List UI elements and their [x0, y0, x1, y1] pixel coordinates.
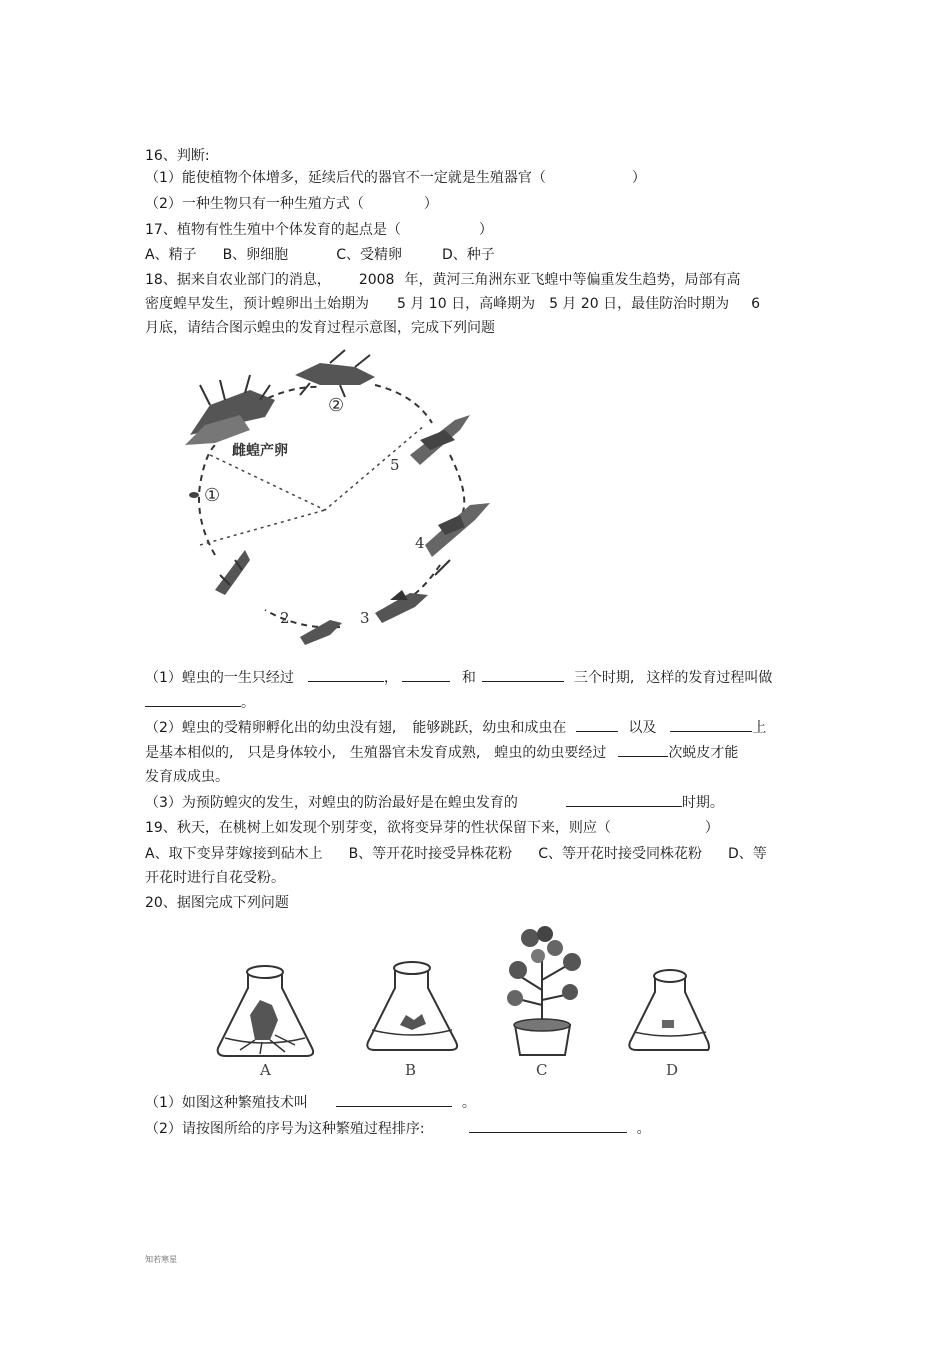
q18-p2: 年，黄河三角洲东亚飞蝗中等偏重发生趋势，局部有高 — [404, 272, 741, 288]
q18-sub2-cont — [145, 742, 738, 763]
q17-stem — [145, 220, 493, 240]
q18-sub2-d: 上 — [752, 720, 767, 736]
nymph-stage-2-icon — [300, 620, 342, 645]
q18-sub2-g: 生殖器官未发育成熟, — [349, 745, 481, 761]
q17-option-d: D、种子 — [441, 247, 495, 263]
tissue-culture-figure — [200, 920, 710, 1080]
potted-plant-c-icon — [507, 926, 581, 1055]
q18-sub2-h: 蝗虫的幼虫要经过 — [494, 745, 607, 761]
label-num-5: 5 — [390, 456, 400, 474]
q19-stem-text: 19、秋天，在桃树上如发现个别芽变，欲将变异芽的性状保留下来，则应（ — [145, 820, 611, 836]
label-num-2: 2 — [280, 609, 290, 627]
q18-line-2 — [145, 294, 760, 314]
q18-sub3-a: （3）为预防蝗灾的发生，对蝗虫的防治最好是在蝗虫发育的 — [145, 795, 518, 811]
label-d: D — [666, 1061, 679, 1079]
q18-sub1-blank-1[interactable] — [308, 667, 384, 682]
nymph-stage-4-icon — [425, 503, 490, 575]
q19-option-a: A、取下变异芽嫁接到砧木上 — [145, 846, 323, 862]
locust-life-cycle-figure — [170, 345, 520, 655]
q16-s1-text: （1）能使植物个体增多，延续后代的器官不一定就是生殖器官（ — [145, 170, 546, 186]
q16-statement-1 — [145, 168, 646, 188]
label-num-4: 4 — [415, 534, 425, 552]
q20-sub1-blank[interactable] — [336, 1092, 452, 1107]
q18-sub1-and: 和 — [461, 670, 476, 686]
q18-p1: 18、据来自农业部门的消息， — [145, 272, 331, 288]
inner-dotted-lower — [200, 510, 325, 545]
q17-stem-text: 17、植物有性生殖中个体发育的起点是（ — [145, 222, 401, 238]
flask-d-icon — [629, 970, 709, 1050]
q18-line2a: 密度蝗早发生，预计蝗卵出土始期为 — [145, 296, 369, 312]
label-num-3: 3 — [360, 609, 370, 627]
label-a: A — [260, 1061, 271, 1079]
q20-sub2-blank[interactable] — [469, 1118, 627, 1133]
label-stage-1: ① — [204, 485, 221, 506]
q18-sub2-f: 只是身体较小, — [247, 745, 336, 761]
q16-s1-close: ） — [631, 170, 646, 186]
label-egg-laying: 雌蝗产卵 — [232, 443, 288, 459]
egg-icon — [189, 492, 199, 498]
nymph-stage-5-icon — [410, 415, 470, 465]
q18-sub2 — [145, 717, 766, 738]
q18-sub1-end: 。 — [241, 695, 255, 711]
label-stage-2-adult: ② — [328, 395, 345, 416]
q18-d3: 6 — [751, 296, 761, 312]
q17-options — [145, 245, 495, 265]
q20-stem: 20、据图完成下列问题 — [145, 895, 289, 911]
q18-sub1-blank-2[interactable] — [402, 667, 450, 682]
label-c: C — [536, 1061, 548, 1079]
q18-sub2-e: 是基本相似的, — [145, 745, 234, 761]
q18-d2: 5 月 20 日，最佳防治时期为 — [549, 296, 730, 312]
q18-sub2-end: 发育成成虫。 — [145, 769, 229, 785]
q17-option-c: C、受精卵 — [336, 247, 402, 263]
q18-sub2-blank-2[interactable] — [670, 717, 752, 732]
q20-sub2 — [145, 1118, 651, 1139]
q18-sub2-a: （2）蝗虫的受精卵孵化出的幼虫没有翅, — [145, 720, 397, 736]
flask-b-icon — [367, 962, 457, 1050]
q17-stem-close: ） — [478, 222, 493, 238]
q18-sub1-a: （1）蝗虫的一生只经过 — [145, 670, 294, 686]
q19-stem-close: ） — [704, 820, 719, 836]
cycle-path-top-right — [375, 385, 432, 423]
q16-s2-text: （2）一种生物只有一种生殖方式（ — [145, 196, 364, 212]
q19-option-d: D、等 — [727, 846, 767, 862]
label-b: B — [405, 1061, 417, 1079]
q18-sub1 — [145, 667, 772, 688]
q16-title: 16、判断: — [145, 148, 210, 164]
q18-sub2-c: 以及 — [628, 720, 657, 736]
q18-sub1-blank-4[interactable] — [145, 692, 241, 707]
q19-options — [145, 844, 767, 864]
mating-locusts-icon — [185, 375, 275, 445]
q19-stem — [145, 818, 719, 838]
cycle-path-right — [450, 455, 464, 515]
q16-s2-close: ） — [423, 196, 438, 212]
q20-sub1-a: （1）如图这种繁殖技术叫 — [145, 1095, 308, 1111]
footer-text: 知若寒星 — [145, 1255, 177, 1264]
q18-sub3-b: 时期。 — [681, 795, 724, 811]
q18-sub3 — [145, 792, 724, 813]
q18-sub1-b: 三个时期, — [573, 670, 635, 686]
q18-sub1-c: 这样的发育过程叫做 — [646, 670, 773, 686]
q18-sub2-blank-1[interactable] — [576, 717, 618, 732]
q18-line-1 — [145, 270, 740, 290]
q19-option-b: B、等开花时接受异株花粉 — [348, 846, 513, 862]
flask-a-icon — [218, 966, 313, 1056]
q20-sub1-end: 。 — [461, 1095, 476, 1111]
q20-sub2-a: （2）请按图所给的序号为这种繁殖过程排序: — [145, 1121, 425, 1137]
q18-sub2-blank-3[interactable] — [618, 742, 668, 757]
nymph-stage-3-icon — [375, 590, 428, 623]
q19-option-d-cont: 开花时进行自花受粉。 — [145, 870, 285, 886]
q18-sub3-blank[interactable] — [566, 792, 682, 807]
q16-statement-2 — [145, 194, 438, 214]
q18-sub1-comma: ， — [383, 670, 398, 686]
q18-year: 2008 — [358, 272, 395, 288]
q18-sub2-b: 能够跳跃，幼虫和成虫在 — [412, 720, 567, 736]
q20-sub2-end: 。 — [636, 1121, 651, 1137]
q17-option-b: B、卵细胞 — [222, 247, 289, 263]
q18-sub1-cont — [145, 692, 255, 713]
q18-line-3: 月底，请结合图示蝗虫的发育过程示意图，完成下列问题 — [145, 320, 495, 336]
q18-sub2-i: 次蜕皮才能 — [668, 745, 739, 761]
q18-d1: 5 月 10 日，高峰期为 — [397, 296, 536, 312]
q20-sub1 — [145, 1092, 476, 1113]
adult-locust-icon — [295, 350, 375, 397]
hatching-nymph-icon — [215, 550, 250, 595]
q18-sub1-blank-3[interactable] — [482, 667, 564, 682]
q19-option-c: C、等开花时接受同株花粉 — [538, 846, 702, 862]
q17-option-a: A、精子 — [145, 247, 197, 263]
